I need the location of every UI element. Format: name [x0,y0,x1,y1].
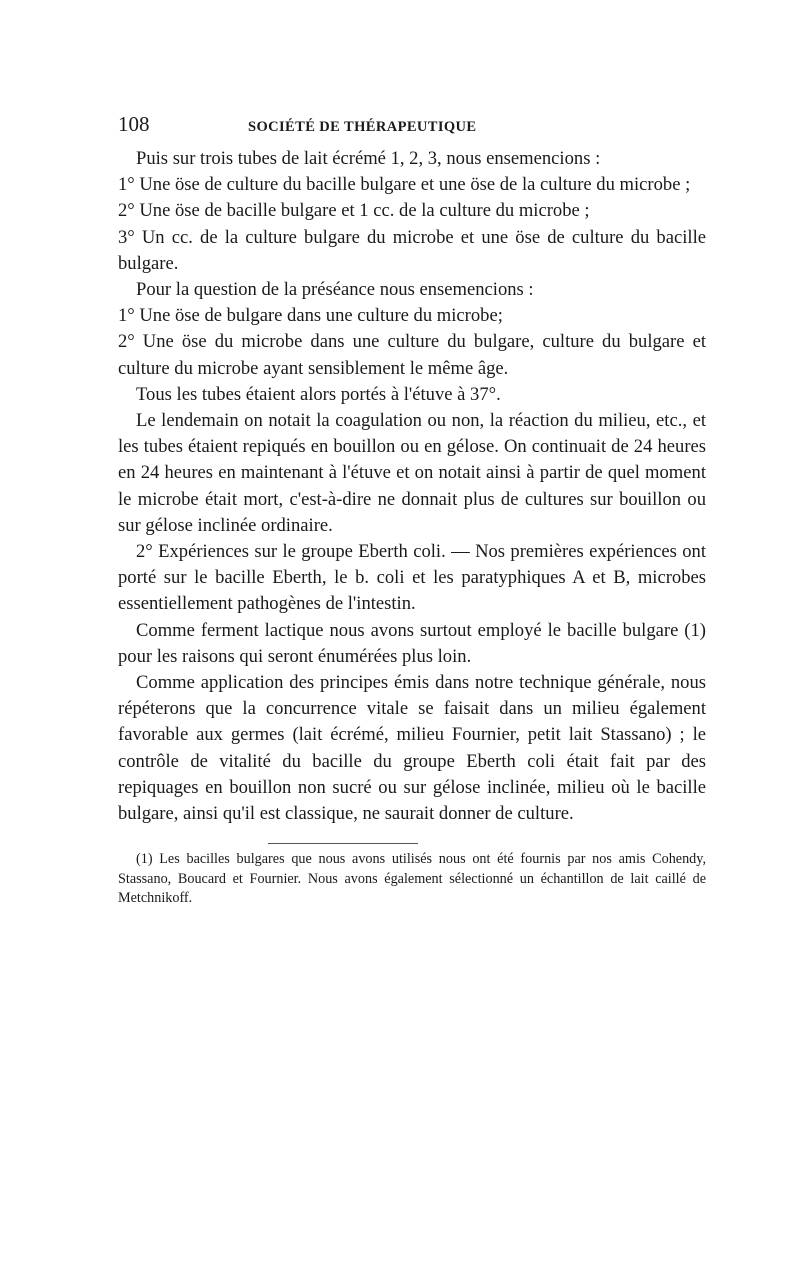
page-number: 108 [118,112,150,136]
paragraph: Puis sur trois tubes de lait écrémé 1, 2, 3, nous ensemencions : [136,148,601,169]
footnote: (1) Les bacilles bulgares que nous avons utilisés nous ont été fournis par nos amis Cohendy, Stassano, Boucard et Fournier. Nous avons également sélectionné un échantillon de lait caillé de Metchnikoff. [118,851,706,907]
body-text [118,146,706,827]
paragraph: 2° Expériences sur le groupe Eberth coli. — Nos premières expériences ont porté sur le bacille Eberth, le b. coli et les paratyphiques A et B, microbes essentiellement pathogènes de l'intestin. [118,541,706,615]
paragraph: Pour la question de la préséance nous ensemencions : [136,279,534,301]
paragraph: Tous les tubes étaient alors portés à l'étuve à 37°. [136,383,501,405]
running-head: SOCIÉTÉ DE THÉRAPEUTIQUE [248,119,477,135]
paragraph: 1° Une öse de culture du bacille bulgare et une öse de la culture du microbe ; [118,174,691,196]
paragraph: Le lendemain on notait la coagulation ou non, la réaction du milieu, etc., et les tubes étaient repiqués en bouillon ou en gélose. On continuait de 24 heures en 24 heures en maintenant à l'étuve et on notait ainsi à partir de quel moment le microbe était mort, c'est-à-dire ne donnait plus de cultures sur bouillon ou sur gélose inclinée ordinaire. [118,410,706,536]
paragraph: 2° Une öse du microbe dans une culture du bulgare, culture du bulgare et culture du microbe ayant sensiblement le même âge. [118,331,706,379]
paragraph: Comme application des principes émis dans notre technique générale, nous répéterons que la concurrence vitale se faisait dans un milieu également favorable aux germes (lait écrémé, milieu Fournier, petit lait Stassano) ; le contrôle de vitalité du bacille du groupe Eberth coli était fait par des repiquages en bouillon non sucré ou sur gélose inclinée, milieu où le bacille bulgare, ainsi qu'il est classique, ne saurait donner de culture. [118,672,706,825]
paragraph: 2° Une öse de bacille bulgare et 1 cc. de la culture du microbe ; [118,200,590,222]
page-header [118,112,706,146]
footnote-divider [268,843,418,844]
book-page [118,112,706,909]
paragraph: 1° Une öse de bulgare dans une culture du microbe; [118,305,503,327]
paragraph: 3° Un cc. de la culture bulgare du microbe et une öse de culture du bacille bulgare. [118,226,706,274]
paragraph: Comme ferment lactique nous avons surtout employé le bacille bulgare (1) pour les raisons qui seront énumérées plus loin. [118,619,706,667]
